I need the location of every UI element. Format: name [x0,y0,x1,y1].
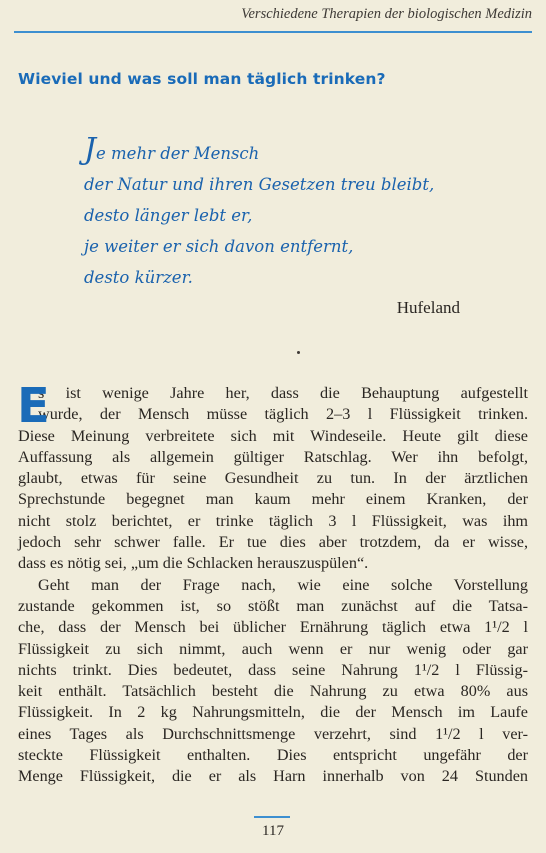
body-line: Flüssigkeit zu sich nimmt, auch wenn er nur wenig oder gar [18,639,528,658]
body-line: che, dass der Mensch bei üblicher Ernährung täglich etwa 1¹/2 l [18,618,528,637]
running-header: Verschiedene Therapien der biologischen Medizin [241,6,532,22]
quote-line: desto kürzer. [84,268,193,287]
body-line: dass es nötig sei, „um die Schlacken herauszuspülen“. [18,554,369,573]
quote-line: der Natur und ihren Gesetzen treu bleibt, [84,175,435,194]
separator-dot [297,351,300,354]
body-line: jedoch sehr schwer falle. Er tue dies aber trotzdem, da er wisse, [18,533,528,552]
quote-initial: J [84,132,97,167]
quote-attribution: Hufeland [396,298,460,317]
body-line: nichts trinkt. Dies bedeutet, dass seine Nahrung 1¹/2 l Flüssig- [18,660,528,679]
body-line: glaubt, etwas für seine Gesundheit zu tun. In der ärztlichen [18,469,528,488]
body-line: Sprechstunde begegnet man kaum mehr einem Kranken, der [18,490,528,509]
body-line: steckte Flüssigkeit enthalten. Dies entspricht ungefähr der [18,746,528,765]
body-line: nicht stolz berichtet, er trinke täglich 3 l Flüssigkeit, was ihm [18,511,528,530]
page-number: 117 [262,823,284,839]
body-text [17,378,528,788]
quote-line-rest: e mehr der Mensch [96,144,260,163]
body-line: Flüssigkeit. In 2 kg Nahrungsmitteln, die der Mensch im Laufe [18,703,528,722]
epigraph-quote [84,132,435,293]
body-line: Menge Flüssigkeit, die er als Harn innerhalb von 24 Stunden [18,767,528,786]
header-rule [14,31,532,33]
body-line: Diese Meinung verbreitete sich mit Windeseile. Heute gilt diese [18,426,528,445]
quote-line: desto länger lebt er, [84,206,253,225]
body-line: wurde, der Mensch müsse täglich 2–3 l Flüssigkeit trinken. [38,405,528,424]
section-title: Wieviel und was soll man täglich trinken? [18,70,386,88]
body-line: eines Tages als Durchschnittsmenge verzehrt, sind 1¹/2 l ver- [18,724,528,743]
footer-rule [254,816,290,818]
body-line: s ist wenige Jahre her, dass die Behauptung aufgestellt [38,384,528,402]
drop-cap: E [17,378,50,434]
quote-line [84,132,434,169]
quote-line: je weiter er sich davon entfernt, [84,237,354,256]
body-line: zustande gekommen ist, so stößt man zunächst auf die Tatsa- [18,596,528,615]
body-line: Auffassung als allgemein gültiger Ratschlag. Wer ihn befolgt, [18,447,528,466]
body-line: keit enthält. Tatsächlich besteht die Nahrung zu etwa 80% aus [18,682,528,701]
body-line: Geht man der Frage nach, wie eine solche Vorstellung [38,575,528,594]
